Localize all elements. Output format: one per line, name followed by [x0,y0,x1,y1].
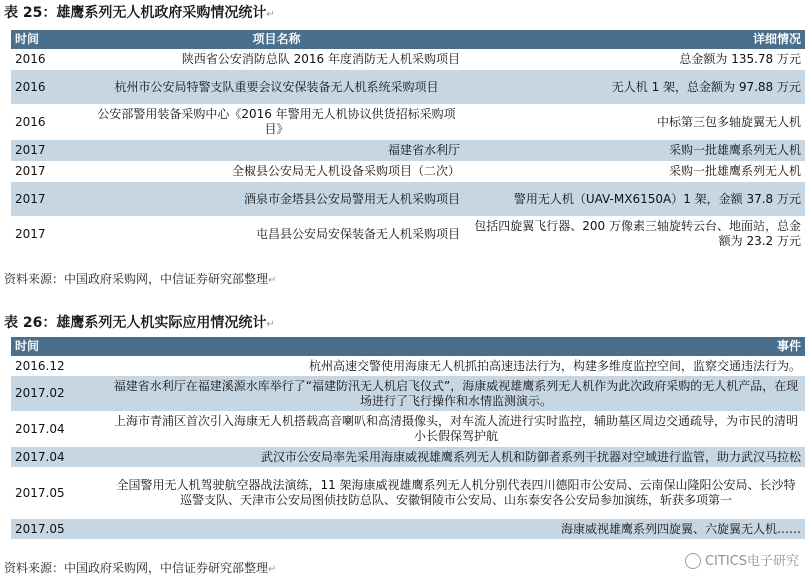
row-event: 上海市青浦区首次引入海康无人机搭载高音喇叭和高清摄像头，对车流人流进行实时监控，辅助墓区周边交通疏导，为市民的清明小长假保驾护航 [107,411,805,447]
row-event: 武汉市公安局率先采用海康威视雄鹰系列无人机和防御者系列干扰器对空域进行监管，助力武汉马拉松 [107,447,805,467]
row-detail: 警用无人机（UAV-MX6150A）1 架，金额 37.8 万元 [464,182,805,216]
table-row [11,356,805,376]
row-date: 2017.05 [11,467,107,519]
table25-col-name: 项目名称 [89,30,464,49]
table26-title-text: 表 26：雄鹰系列无人机实际应用情况统计 [4,315,267,331]
row-detail: 采购一批雄鹰系列无人机 [464,161,805,182]
paragraph-mark-icon: ↵ [268,564,277,575]
row-date: 2017.02 [11,376,107,411]
table-row [11,376,805,411]
table25-title [4,2,275,22]
paragraph-mark-icon: ↵ [266,9,275,20]
table25-header-row [11,30,805,49]
table-row [11,49,805,70]
row-date: 2017.04 [11,447,107,467]
table26 [11,337,805,539]
row-date: 2017.04 [11,411,107,447]
row-year: 2016 [11,49,89,70]
row-name: 杭州市公安局特警支队重要会议安保装备无人机系统采购项目 [89,70,464,104]
row-detail: 中标第三包多轴旋翼无人机 [464,104,805,140]
row-date: 2017.05 [11,519,107,539]
row-name: 陕西省公安消防总队 2016 年度消防无人机采购项目 [89,49,464,70]
table-row [11,411,805,447]
table26-source [4,559,276,576]
table25 [11,30,805,252]
row-event: 杭州高速交警使用海康无人机抓拍高速违法行为，构建多维度监控空间，监察交通违法行为。 [107,356,805,376]
row-detail: 无人机 1 架，总金额为 97.88 万元 [464,70,805,104]
row-name: 福建省水利厅 [89,140,464,161]
table25-title-text: 表 25：雄鹰系列无人机政府采购情况统计 [4,5,267,21]
table26-title [4,312,275,332]
row-detail: 总金额为 135.78 万元 [464,49,805,70]
table26-source-text: 资料来源：中国政府采购网，中信证券研究部整理 [4,561,269,575]
table25-col-time: 时间 [11,30,89,49]
table25-source-text: 资料来源：中国政府采购网，中信证券研究部整理 [4,272,269,286]
table-row [11,182,805,216]
table-row [11,216,805,252]
table26-col-event: 事件 [107,337,805,356]
row-event: 福建省水利厅在福建溪源水库举行了“福建防汛无人机启飞仪式”，海康威视雄鹰系列无人机作为此次政府采购的无人机产品，在现场进行了飞行操作和水情监测演示。 [107,376,805,411]
row-year: 2017 [11,216,89,252]
watermark-text: CITICS电子研究 [704,553,799,569]
row-detail: 包括四旋翼飞行器、200 万像素三轴旋转云台、地面站，总金额为 23.2 万元 [464,216,805,252]
paragraph-mark-icon: ↵ [268,275,277,286]
paragraph-mark-icon: ↵ [266,319,275,330]
table-row [11,70,805,104]
row-name: 屯昌县公安局安保装备无人机采购项目 [89,216,464,252]
table25-source [4,270,276,287]
table-row [11,104,805,140]
wechat-icon [685,553,701,569]
table-row [11,447,805,467]
row-year: 2017 [11,161,89,182]
row-name: 全椒县公安局无人机设备采购项目（二次） [89,161,464,182]
row-year: 2017 [11,182,89,216]
table-row [11,140,805,161]
row-name: 酒泉市金塔县公安局警用无人机采购项目 [89,182,464,216]
row-name: 公安部警用装备采购中心《2016 年警用无人机协议供货招标采购项目》 [89,104,464,140]
row-detail: 采购一批雄鹰系列无人机 [464,140,805,161]
row-year: 2016 [11,70,89,104]
row-year: 2016 [11,104,89,140]
watermark [685,550,799,570]
table26-header-row [11,337,805,356]
table26-col-date: 时间 [11,337,107,356]
row-date: 2016.12 [11,356,107,376]
row-event: 海康威视雄鹰系列四旋翼、六旋翼无人机…… [107,519,805,539]
table25-col-detail: 详细情况 [464,30,805,49]
table-row [11,161,805,182]
row-year: 2017 [11,140,89,161]
row-event: 全国警用无人机驾驶航空器战法演练，11 架海康威视雄鹰系列无人机分别代表四川德阳市公安局、云南保山隆阳公安局、长沙特巡警支队、天津市公安局图侦技防总队、安徽铜陵市公安局、山东泰安各公安局参加演练，斩获多项第一 [107,467,805,519]
table-row [11,519,805,539]
table-row [11,467,805,519]
